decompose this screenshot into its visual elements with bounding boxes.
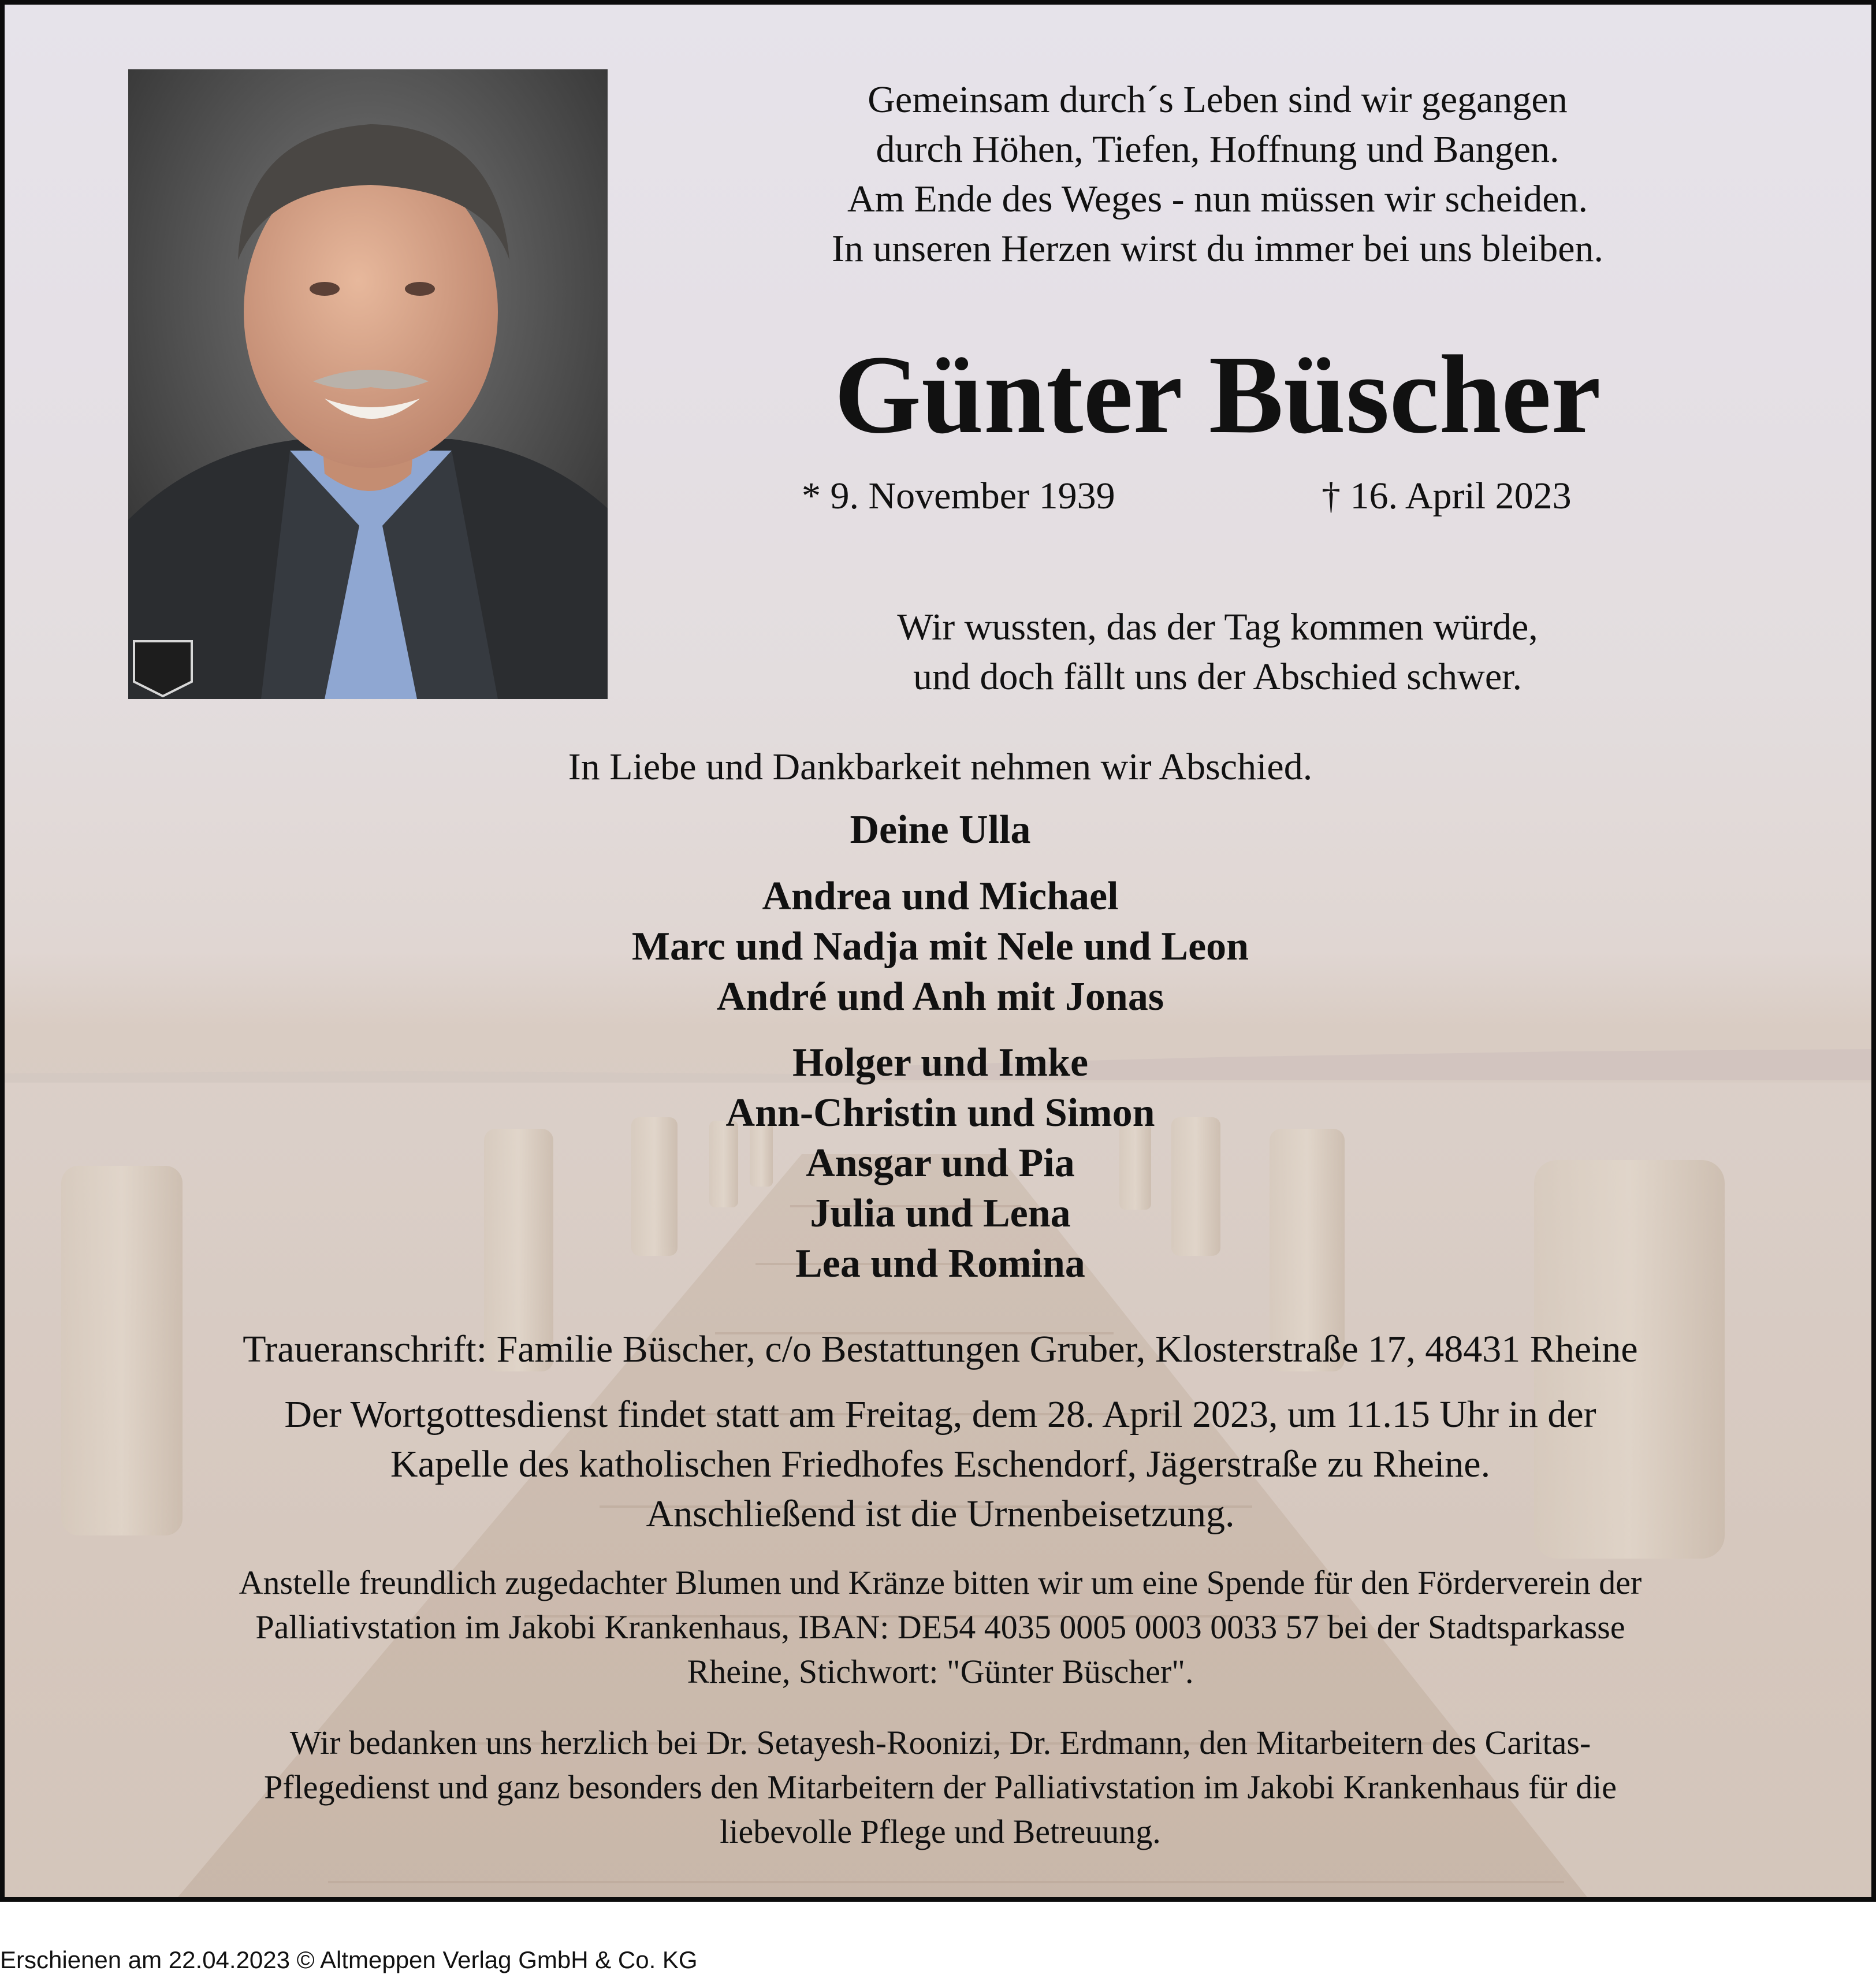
family-member-line: Ann-Christin und Simon [725, 1091, 1155, 1135]
donation-line: Rheine, Stichwort: "Günter Büscher". [687, 1653, 1194, 1690]
service-line: Anschließend ist die Urnenbeisetzung. [646, 1493, 1235, 1535]
thanks-line: Wir bedanken uns herzlich bei Dr. Setayesh-Roonizi, Dr. Erdmann, den Mitarbeitern des Caritas- [289, 1724, 1591, 1761]
poem-line: In unseren Herzen wirst du immer bei uns bleiben. [831, 228, 1604, 270]
family-member-line: Marc und Nadja mit Nele und Leon [631, 924, 1249, 969]
family-member-line: André und Anh mit Jonas [716, 975, 1164, 1019]
publication-footer: Erschienen am 22.04.2023 © Altmeppen Verlag GmbH & Co. KG [0, 1946, 698, 1973]
donation-line: Anstelle freundlich zugedachter Blumen und Kränze bitten wir um eine Spende für den Förderverein der [239, 1564, 1642, 1601]
service-line: Der Wortgottesdienst findet statt am Freitag, dem 28. April 2023, um 11.15 Uhr in der [284, 1393, 1596, 1436]
deceased-name: Günter Büscher [834, 332, 1601, 456]
family-member-line: Lea und Romina [795, 1241, 1085, 1286]
donation-line: Palliativstation im Jakobi Krankenhaus, IBAN: DE54 4035 0005 0003 0033 57 bei der Stadtsparkasse [255, 1608, 1625, 1646]
family-member-line: Julia und Lena [810, 1191, 1071, 1236]
quote-line: Wir wussten, das der Tag kommen würde, [897, 606, 1538, 648]
service-line: Kapelle des katholischen Friedhofes Eschendorf, Jägerstraße zu Rheine. [390, 1443, 1491, 1485]
poem-line: Gemeinsam durch´s Leben sind wir gegangen [868, 79, 1568, 121]
death-date: † 16. April 2023 [1322, 475, 1572, 517]
farewell-line: In Liebe und Dankbarkeit nehmen wir Abschied. [568, 746, 1313, 788]
thanks-line: Pflegedienst und ganz besonders den Mitarbeitern der Palliativstation im Jakobi Krankenhaus für die [264, 1768, 1617, 1806]
family-member-line: Ansgar und Pia [806, 1141, 1075, 1185]
portrait-photo [128, 69, 608, 699]
family-spouse: Deine Ulla [850, 808, 1031, 852]
quote-line: und doch fällt uns der Abschied schwer. [913, 656, 1522, 698]
family-member-line: Andrea und Michael [762, 874, 1119, 919]
poem-line: durch Höhen, Tiefen, Hoffnung und Bangen. [876, 128, 1559, 170]
birth-date: * 9. November 1939 [802, 475, 1115, 517]
mourning-address: Traueranschrift: Familie Büscher, c/o Bestattungen Gruber, Klosterstraße 17, 48431 Rheine [243, 1328, 1638, 1370]
family-member-line: Holger und Imke [792, 1040, 1089, 1085]
thanks-line: liebevolle Pflege und Betreuung. [720, 1813, 1161, 1850]
poem-line: Am Ende des Weges - nun müssen wir scheiden. [847, 178, 1588, 220]
